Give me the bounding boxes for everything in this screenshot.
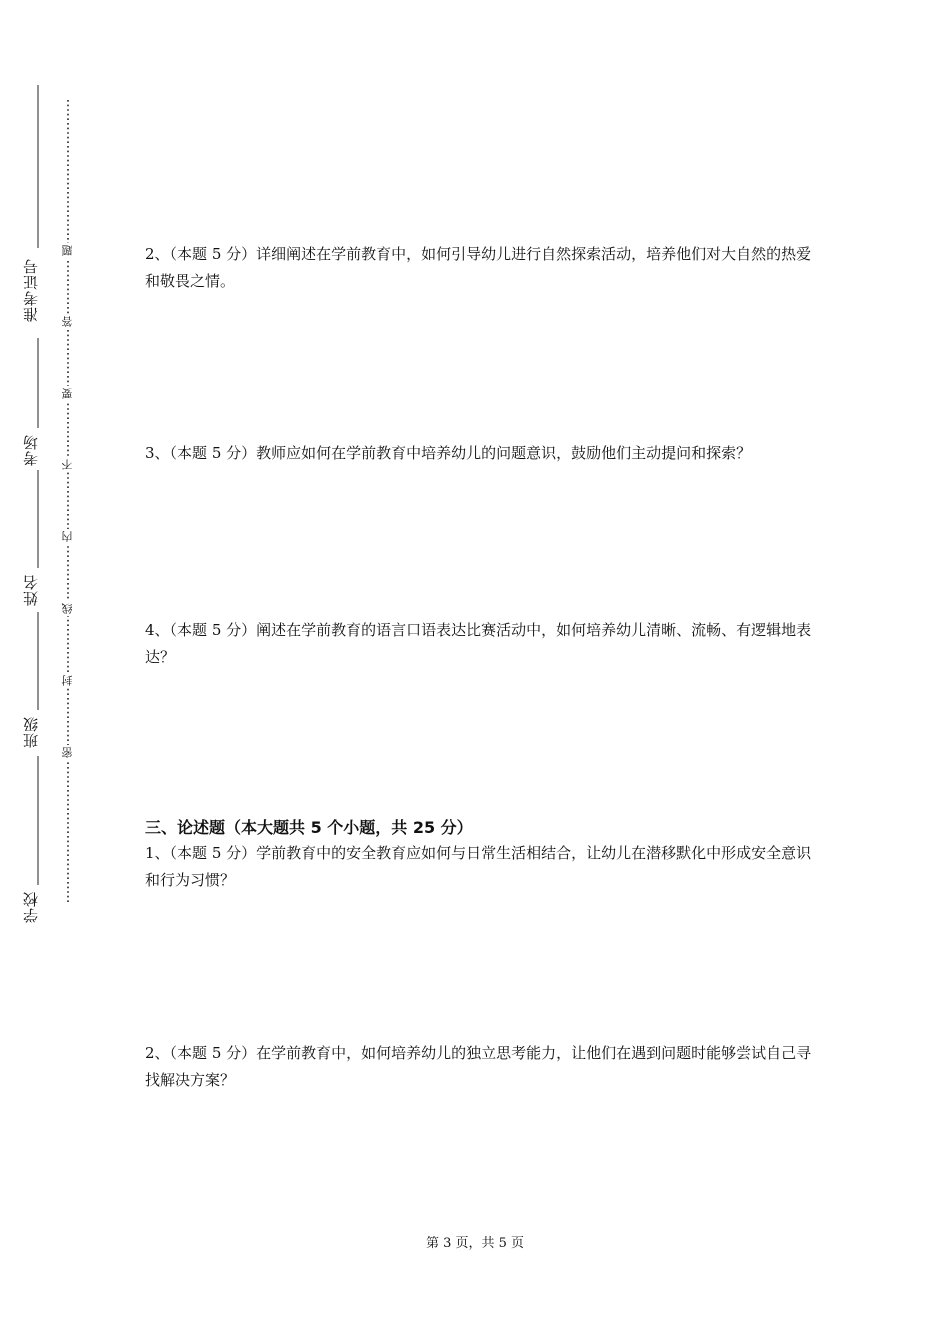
question-item (145, 617, 817, 671)
school-label: 学校 (22, 891, 40, 923)
question-number: 3、 (145, 444, 170, 462)
seal-char: 封 (61, 675, 74, 686)
name-label: 姓名 (22, 574, 40, 606)
class-label: 班级 (22, 716, 40, 748)
seal-char: 答 (61, 316, 74, 327)
seal-char: 题 (61, 245, 74, 256)
question-number: 2、 (145, 1044, 170, 1062)
seal-char: 线 (61, 603, 74, 614)
question-text: （本题 5 分）教师应如何在学前教育中培养幼儿的问题意识，鼓励他们主动提问和探索？ (169, 444, 752, 462)
question-item (145, 840, 817, 894)
question-item (145, 1040, 817, 1094)
question-number: 1、 (145, 844, 170, 862)
question-text: （本题 5 分）详细阐述在学前教育中，如何引导幼儿进行自然探索活动，培养他们对大自然的热爱和敬畏之情。 (145, 245, 812, 290)
binding-margin (0, 0, 110, 1344)
section-title: 三、论述题（本大题共 5 个小题，共 25 分） (145, 818, 473, 837)
question-item (145, 241, 817, 295)
question-text: （本题 5 分）阐述在学前教育的语言口语表达比赛活动中，如何培养幼儿清晰、流畅、有逻辑地表达？ (145, 621, 812, 666)
seal-char: 密 (61, 747, 74, 758)
question-item (145, 440, 817, 467)
question-text: （本题 5 分）在学前教育中，如何培养幼儿的独立思考能力，让他们在遇到问题时能够尝试自己寻找解决方案？ (145, 1044, 812, 1089)
exam-id-label: 准考证号 (22, 258, 40, 322)
seal-char: 要 (61, 388, 74, 399)
question-number: 2、 (145, 245, 170, 263)
page-footer: 第 3 页，共 5 页 (425, 1236, 525, 1251)
seal-char: 不 (61, 459, 74, 470)
binding-lines (0, 0, 110, 1344)
question-number: 4、 (145, 621, 170, 639)
question-text: （本题 5 分）学前教育中的安全教育应如何与日常生活相结合，让幼儿在潜移默化中形成安全意识和行为习惯？ (145, 844, 812, 889)
exam-room-label: 考场 (22, 434, 40, 466)
seal-char: 内 (61, 531, 74, 542)
